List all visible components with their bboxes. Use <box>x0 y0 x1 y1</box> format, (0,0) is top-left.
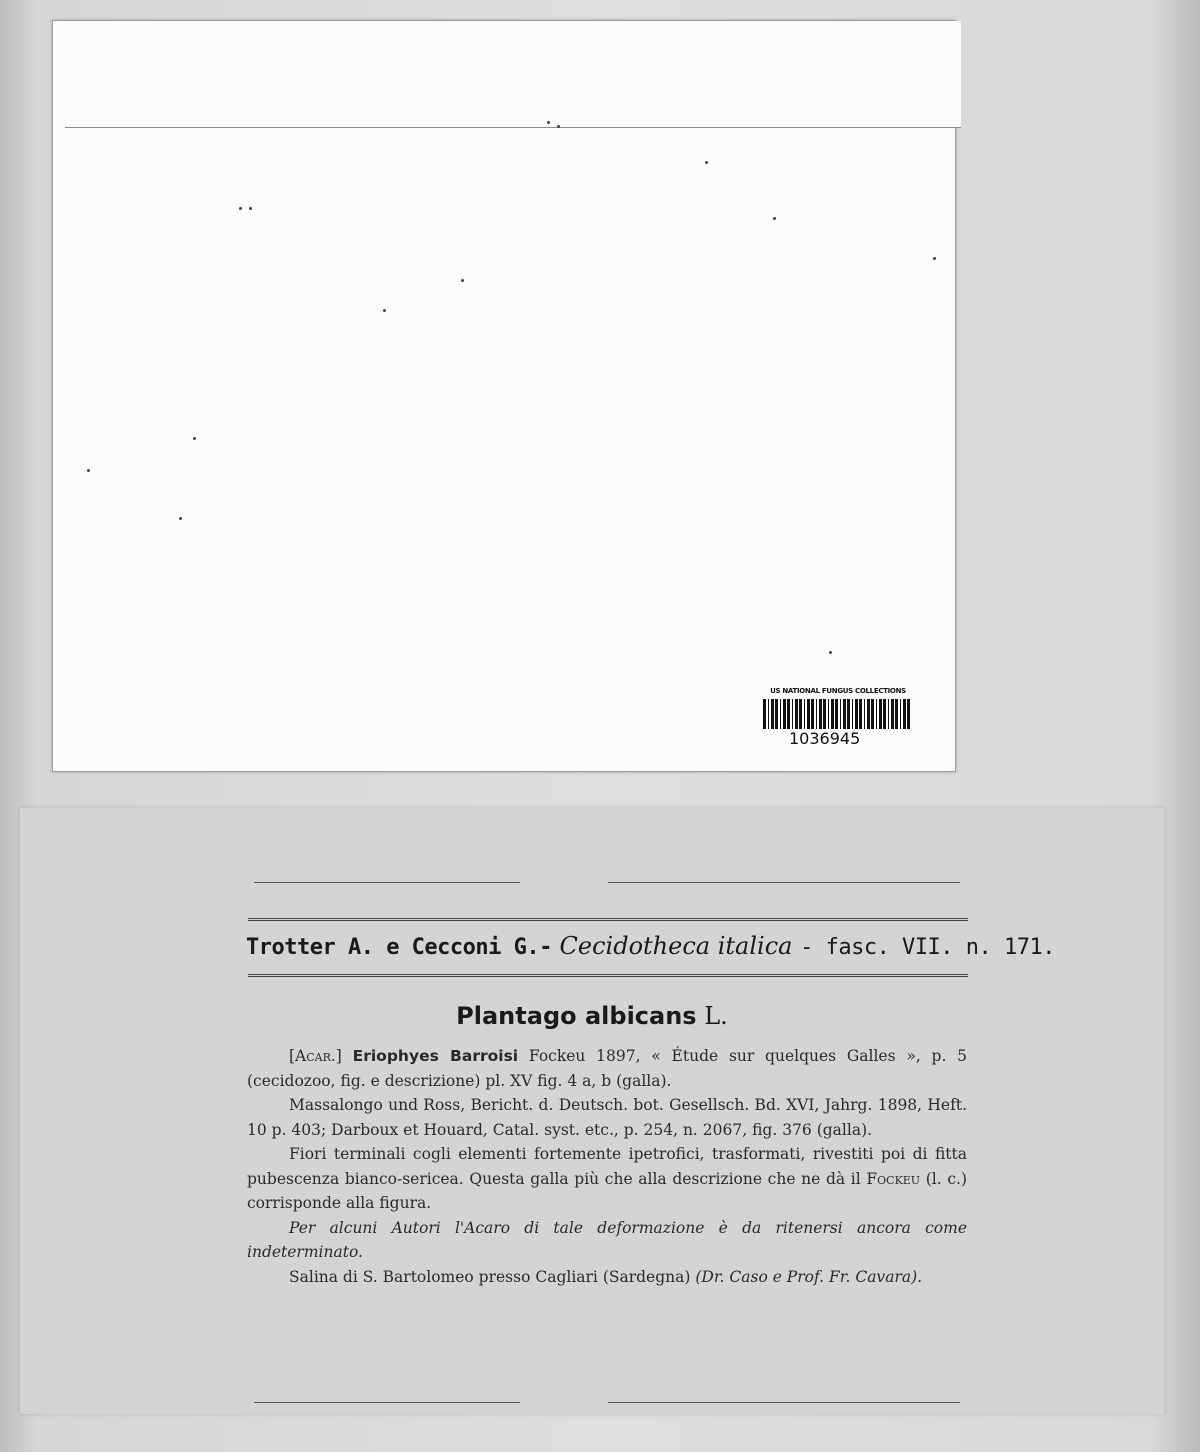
divider <box>248 974 968 980</box>
speck <box>87 469 90 472</box>
speck <box>829 651 832 654</box>
reference-text: Fockeu 1897, « Étude sur quelques Galles », p. 5 (cecidozoo, fig. e descrizione) pl. XV fig. 4 a, b (galla). <box>247 1047 967 1090</box>
series-title: Cecidotheca italica <box>559 932 793 960</box>
series-fascicle: - fasc. VII. n. 171. <box>800 935 1055 960</box>
speck <box>933 257 936 260</box>
speck <box>773 217 776 220</box>
paragraph-description <box>247 1142 967 1216</box>
packet-flap <box>65 21 961 128</box>
series-line <box>246 932 1055 960</box>
speck <box>383 309 386 312</box>
collection-name: US NATIONAL FUNGUS COLLECTIONS <box>770 687 906 695</box>
paragraph-literature: Massalongo und Ross, Bericht. d. Deutsch. bot. Gesellsch. Bd. XVI, Jahrg. 1898, Heft. 10 p. 403; Darboux et Houard, Catal. syst. etc., p. 254, n. 2067, fig. 376 (galla). <box>247 1096 967 1139</box>
species-name: Plantago albicans <box>456 1002 697 1030</box>
speck <box>705 161 708 164</box>
collectors: (Dr. Caso e Prof. Fr. Cavara). <box>695 1267 923 1286</box>
label-body <box>247 1044 967 1289</box>
divider <box>248 918 968 924</box>
speck <box>193 437 196 440</box>
divider <box>608 1402 960 1403</box>
species-title <box>20 1002 1164 1030</box>
barcode-label <box>759 687 917 747</box>
specimen-packet <box>52 20 956 772</box>
paragraph-locality <box>247 1265 967 1290</box>
speck <box>547 121 550 124</box>
paragraph-note: Per alcuni Autori l'Acaro di tale deformazione è da ritenersi ancora come indeterminato. <box>247 1218 967 1261</box>
speck <box>249 207 252 210</box>
divider <box>608 882 960 883</box>
speck <box>239 207 242 210</box>
barcode-icon <box>763 699 911 729</box>
taxon-group-tag: [Acar.] <box>289 1047 342 1065</box>
paragraph-references <box>247 1044 967 1093</box>
speck <box>461 279 464 282</box>
divider <box>254 1402 520 1403</box>
speck <box>179 517 182 520</box>
description-text-end: (l. c.) corrisponde alla figura. <box>247 1169 967 1212</box>
description-author: Fockeu <box>866 1169 921 1188</box>
divider <box>254 882 520 883</box>
organism-name: Eriophyes Barroisi <box>352 1047 519 1065</box>
speck <box>557 125 560 128</box>
printed-label <box>20 808 1164 1414</box>
locality: Salina di S. Bartolomeo presso Cagliari (Sardegna) <box>289 1267 691 1286</box>
description-text: Fiori terminali cogli elementi fortemente ipetrofici, trasformati, rivestiti poi di fitta pubescenza bianco-sericea. Questa galla più che alla descrizione che ne dà il <box>247 1145 967 1188</box>
species-author: L. <box>704 1002 728 1030</box>
barcode-number: 1036945 <box>789 729 861 748</box>
series-authors: Trotter A. e Cecconi G.- <box>246 935 552 960</box>
